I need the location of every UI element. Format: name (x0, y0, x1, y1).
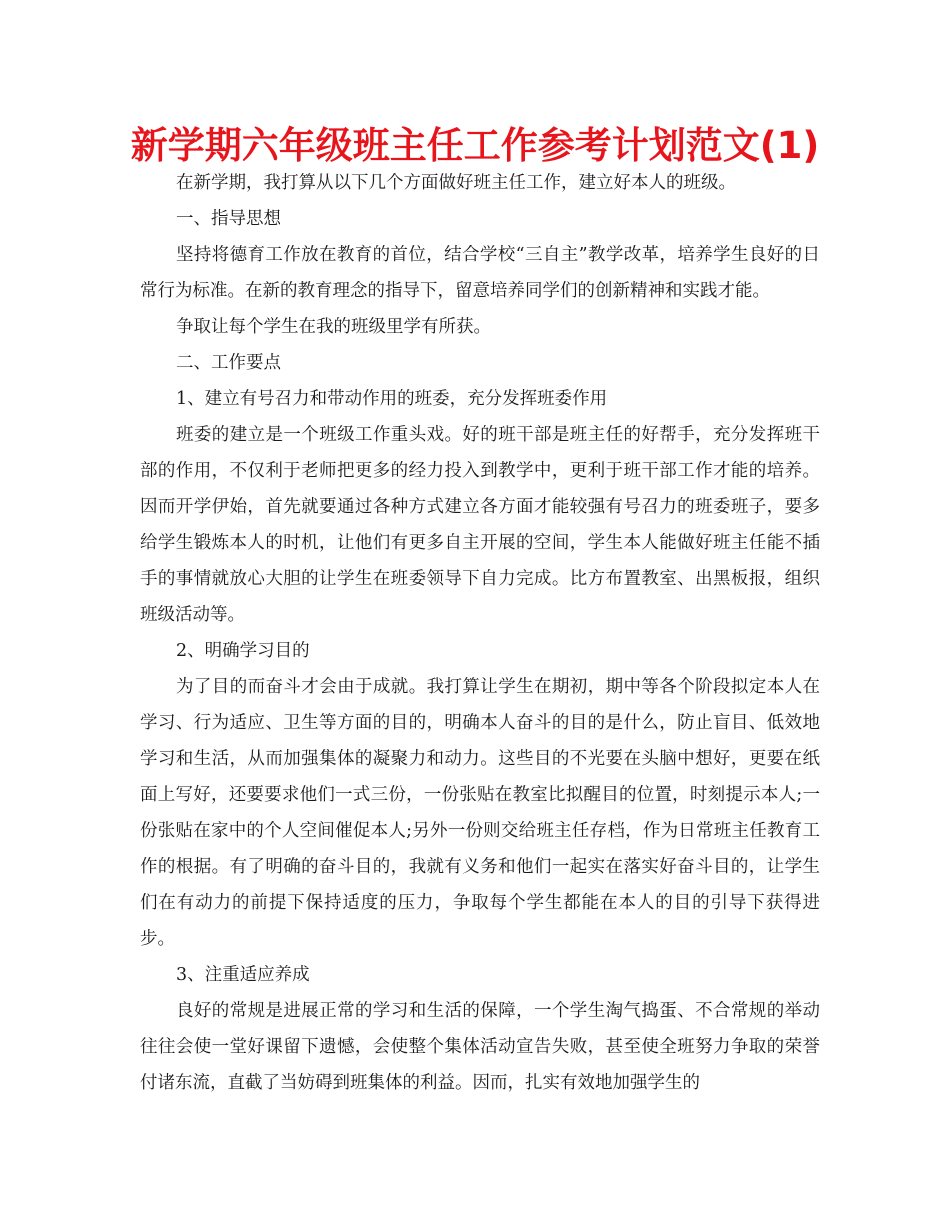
paragraph: 为了目的而奋斗才会由于成就。我打算让学生在期初，期中等各个阶段拟定本人在学习、行为适应、卫生等方面的目的，明确本人奋斗的目的是什么，防止盲目、低效地学习和生活，从而加强集体的凝聚力和动力。这些目的不光要在头脑中想好，更要在纸面上写好，还要要求他们一式三份，一份张贴在教室比拟醒目的位置，时刻提示本人;一份张贴在家中的个人空间催促本人;另外一份则交给班主任存档，作为日常班主任教育工作的根据。有了明确的奋斗目的，我就有义务和他们一起实在落实好奋斗目的，让学生们在有动力的前提下保持适度的压力，争取每个学生都能在本人的目的引导下获得进步。 (140, 677, 820, 949)
paragraph: 坚持将德育工作放在教育的首位，结合学校“三自主”教学改革，培养学生良好的日常行为标准。在新的教育理念的指导下，留意培养同学们的创新精神和实践才能。 (140, 245, 820, 301)
intro-paragraph: 在新学期，我打算从以下几个方面做好班主任工作，建立好本人的班级。 (176, 173, 736, 193)
paragraph: 争取让每个学生在我的班级里学有所获。 (176, 317, 491, 337)
section-heading-guiding-ideas: 一、指导思想 (176, 209, 281, 229)
subheading-class-committee: 1、建立有号召力和带动作用的班委，充分发挥班委作用 (176, 389, 608, 409)
subheading-habit-formation: 3、注重适应养成 (176, 965, 310, 985)
section-heading-work-points: 二、工作要点 (176, 353, 281, 373)
subheading-learning-goals: 2、明确学习目的 (176, 641, 310, 661)
document-body (140, 165, 820, 1101)
paragraph: 班委的建立是一个班级工作重头戏。好的班干部是班主任的好帮手，充分发挥班干部的作用，不仅利于老师把更多的经力投入到教学中，更利于班干部工作才能的培养。因而开学伊始，首先就要通过各种方式建立各方面才能较强有号召力的班委班子，要多给学生锻炼本人的时机，让他们有更多自主开展的空间，学生本人能做好班主任能不插手的事情就放心大胆的让学生在班委领导下自力完成。比方布置教室、出黑板报，组织班级活动等。 (140, 425, 820, 625)
paragraph: 良好的常规是进展正常的学习和生活的保障，一个学生淘气捣蛋、不合常规的举动往往会使一堂好课留下遗憾，会使整个集体活动宣告失败，甚至使全班努力争取的荣誉付诸东流，直截了当妨碍到班集体的利益。因而，扎实有效地加强学生的 (140, 1001, 820, 1093)
document-title: 新学期六年级班主任工作参考计划范文(1) (130, 124, 820, 167)
